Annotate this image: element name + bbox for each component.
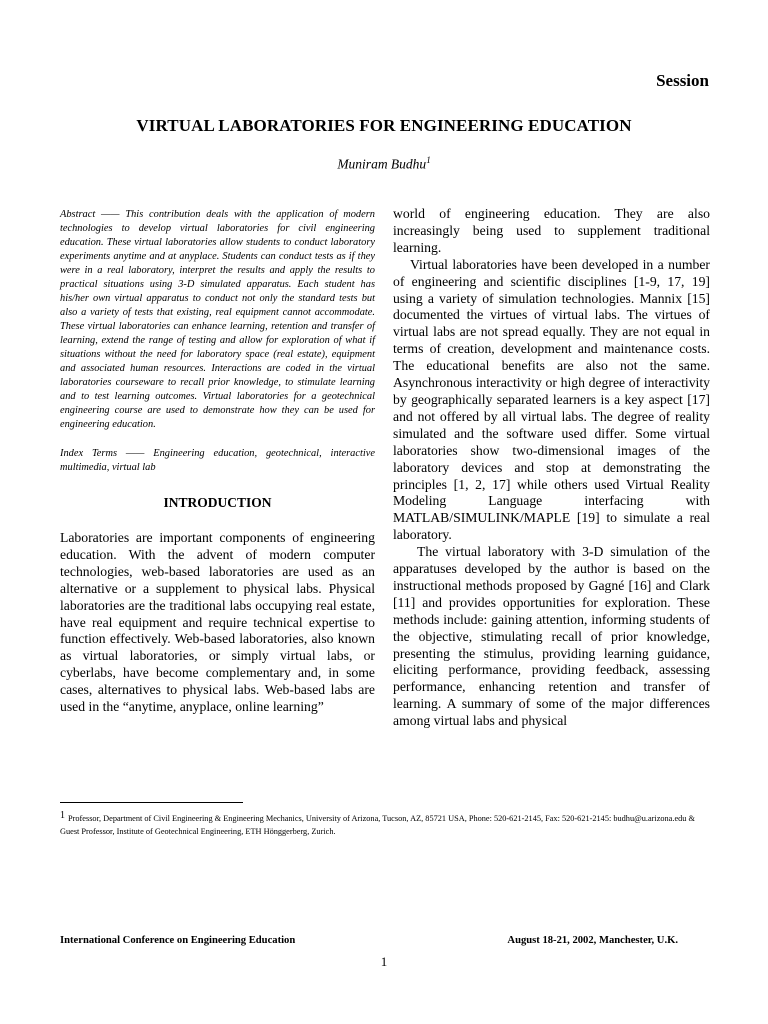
intro-paragraph-3: The virtual laboratory with 3-D simulation of the apparatuses developed by the author is based on the instructional methods proposed by Gagné [16] and Clark [11] and provides opportunities for exploration. These methods include: gaining attention, informing students of the objective, stimulating recall of prior knowledge, presenting the stimulus, providing learning guidance, eliciting performance, providing feedback, assessing performance, enhancing retention and transfer of learning. A summary of some of the major differences among virtual labs and physical [393,544,710,729]
abstract-dash: —— [95,209,126,220]
author-footnote-mark: 1 [426,155,431,165]
left-column [60,208,375,716]
index-terms-text: Engineering education, geotechnical, interactive multimedia, virtual lab [60,448,375,473]
abstract-text: This contribution deals with the application of modern technologies to develop virtual laboratories for civil engineering education. These virtual laboratories allow students to conduct laboratory experiments anytime and at anyplace. Students can conduct tests as if they were in a real laboratory, interpret the results and apply the results to practical situations using 3-D simulated apparatus. Each student has his/her own virtual apparatus to conduct not only the standard tests but also a variety of tests that existing, real equipment cannot accommodate. These virtual laboratories can enhance learning, retention and transfer of learning, extend the range of testing and allow for exploration of what if situations without the need for laboratory space (real estate), equipment and associated human resources. Interactions are coded in the virtual laboratories courseware to recall prior knowledge, to stimulate learning and to test learning outcomes. Virtual laboratories for a geotechnical engineering course are used to demonstrate how they can be used for engineering education. [60,209,375,430]
intro-paragraph-2: Virtual laboratories have been developed in a number of engineering and scientific disciplines [1-9, 17, 19] using a variety of simulation technologies. Mannix [15] documented the virtues of virtual labs. The virtues of virtual labs are not spread equally. They are not equal in terms of creation, development and maintenance costs. The educational benefits are also not the same. Asynchronous interactivity or high degree of interactivity by geographically separated learners is a key aspect [17] and not offered by all virtual labs. The degree of reality simulated and the software used differ. Some virtual laboratories show two-dimensional images of the laboratory devices and stop at demonstrating the principles [1, 2, 17] while others used Virtual Reality Modeling Language interfacing with MATLAB/SIMULINK/MAPLE [19] to simulate a real laboratory. [393,256,710,543]
abstract [60,208,375,432]
page-number: 1 [380,954,388,969]
footnote [60,810,710,838]
right-column [393,206,710,730]
session-label: Session [656,71,709,90]
index-terms-dash: —— [117,448,154,459]
index-terms-label: Index Terms [60,448,117,459]
author-line [0,155,768,173]
section-heading-introduction: INTRODUCTION [163,495,272,510]
footer-date-place: August 18-21, 2002, Manchester, U.K. [507,935,678,946]
footnote-mark: 1 [60,810,65,821]
footer-conference: International Conference on Engineering Education [60,935,296,946]
intro-paragraph-1-continued: world of engineering education. They are also increasingly being used to supplement traditional learning. [393,206,710,255]
abstract-label: Abstract [60,209,96,220]
paper-title: VIRTUAL LABORATORIES FOR ENGINEERING EDUCATION [136,116,632,135]
intro-paragraph-1: Laboratories are important components of engineering education. With the advent of modern computer technologies, web-based laboratories are used as an alternative or a supplement to physical labs. Physical laboratories are the traditional labs occupying real estate, have real equipment and require technical expertise to function effectively. Web-based laboratories, also known as virtual laboratories, or simply virtual labs, or cyberlabs, have become complementary and, in some cases, alternatives to physical labs. Web-based labs are used in the “anytime, anyplace, online learning” [60,530,375,715]
footnote-divider [60,802,243,803]
index-terms [60,447,375,475]
footnote-text: Professor, Department of Civil Engineering & Engineering Mechanics, University of Arizona, Tucson, AZ, 85721 USA, Phone: 520-621-2145, Fax: 520-621-2145: budhu@u.arizona.edu & Guest Professor, Institute of Geotechnical Engineering, ETH Hönggerberg, Zurich. [60,814,695,836]
author-name: Muniram Budhu [337,156,427,172]
